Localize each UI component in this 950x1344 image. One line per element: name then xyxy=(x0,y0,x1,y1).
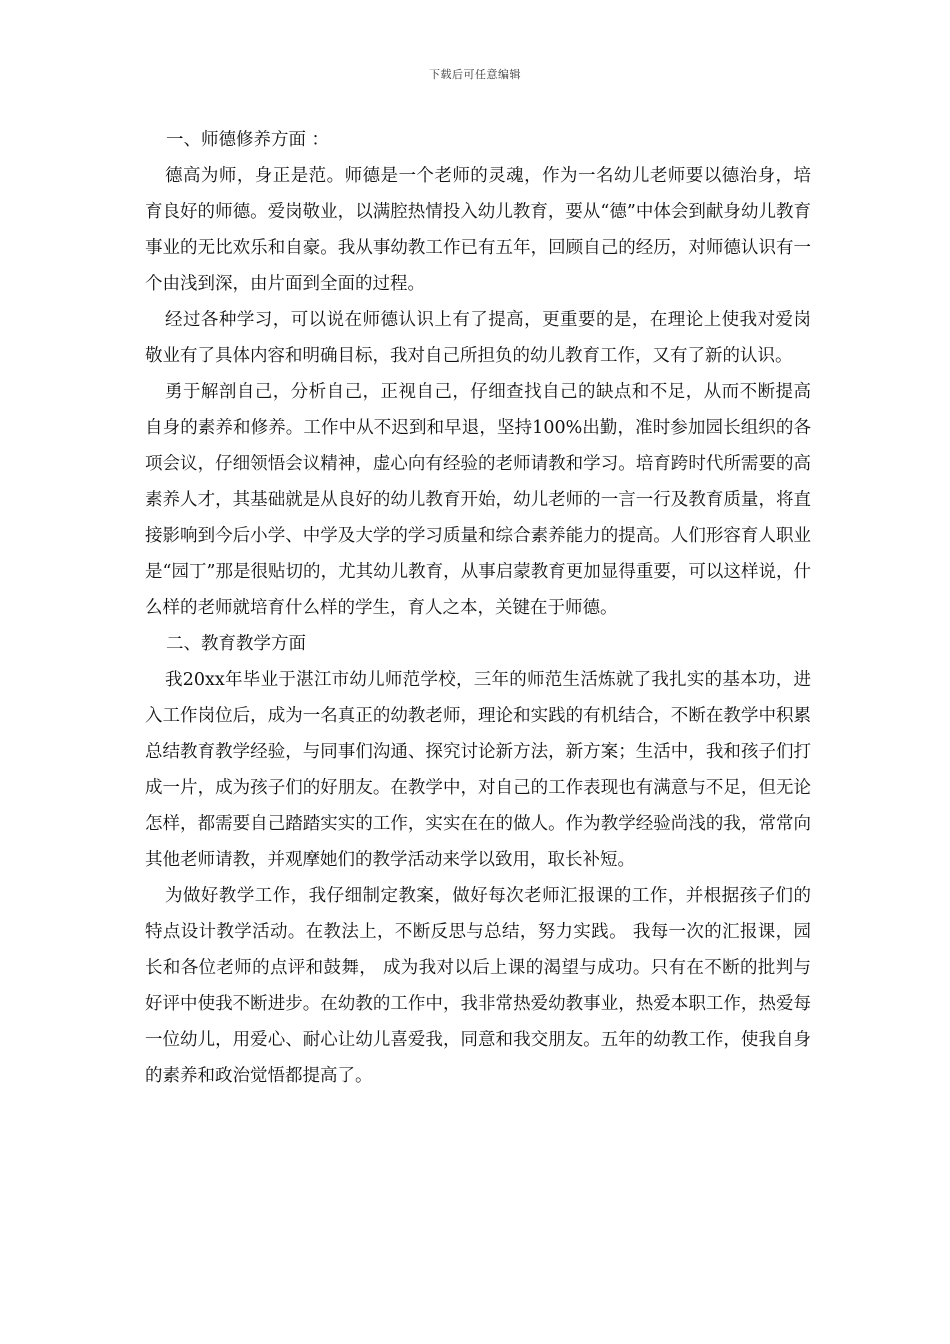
paragraph: 德高为师，身正是范。师德是一个老师的灵魂，作为一名幼儿老师要以德治身，培育良好的师德。爱岗敬业，以满腔热情投入幼儿教育，要从“德”中体会到献身幼儿教育事业的无比欢乐和自豪。我从事幼教工作已有五年，回顾自己的经历，对师德认识有一个由浅到深，由片面到全面的过程。 xyxy=(145,166,811,294)
paragraph: 勇于解剖自己，分析自己，正视自己，仔细查找自己的缺点和不足，从而不断提高自身的素养和修养。工作中从不迟到和早退，坚持100%出勤，准时参加园长组织的各项会议，仔细领悟会议精神，虚心向有经验的老师请教和学习。培育跨时代所需要的高素养人才，其基础就是从良好的幼儿教育开始，幼儿老师的一言一行及教育质量，将直接影响到今后小学、中学及大学的学习质量和综合素养能力的提高。人们形容育人职业是“园丁”那是很贴切的，尤其幼儿教育，从事启蒙教育更加显得重要，可以这样说，什么样的老师就培育什么样的学生，育人之本，关键在于师德。 xyxy=(145,382,811,618)
paragraph: 经过各种学习，可以说在师德认识上有了提高，更重要的是，在理论上使我对爱岗敬业有了具体内容和明确目标，我对自己所担负的幼儿教育工作，又有了新的认识。 xyxy=(145,310,811,366)
paragraph: 我20xx年毕业于湛江市幼儿师范学校，三年的师范生活炼就了我扎实的基本功，进入工作岗位后，成为一名真正的幼教老师，理论和实践的有机结合，不断在教学中积累总结教育教学经验，与同事们沟通、探究讨论新方法，新方案；生活中，我和孩子们打成一片，成为孩子们的好朋友。在教学中，对自己的工作表现也有满意与不足，但无论怎样，都需要自己踏踏实实的工作，实实在在的做人。作为教学经验尚浅的我，常常向其他老师请教，并观摩她们的教学活动来学以致用，取长补短。 xyxy=(145,670,811,870)
section-heading-teaching: 二、教育教学方面 xyxy=(166,634,306,654)
section-heading-ethics: 一、师德修养方面 ： xyxy=(166,130,330,150)
document-body xyxy=(145,122,811,1094)
paragraph: 为做好教学工作，我仔细制定教案，做好每次老师汇报课的工作，并根据孩子们的特点设计教学活动。在教法上，不断反思与总结，努力实践。 我每一次的汇报课，园长和各位老师的点评和鼓舞， 成为我对以后上课的渴望与成功。只有在不断的批判与好评中使我不断进步。在幼教的工作中，我非常热爱幼教事业，热爱本职工作，热爱每一位幼儿，用爱心、耐心让幼儿喜爱我，同意和我交朋友。五年的幼教工作，使我自身的素养和政治觉悟都提高了。 xyxy=(145,886,811,1086)
page-header: 下载后可任意编辑 xyxy=(429,68,521,81)
